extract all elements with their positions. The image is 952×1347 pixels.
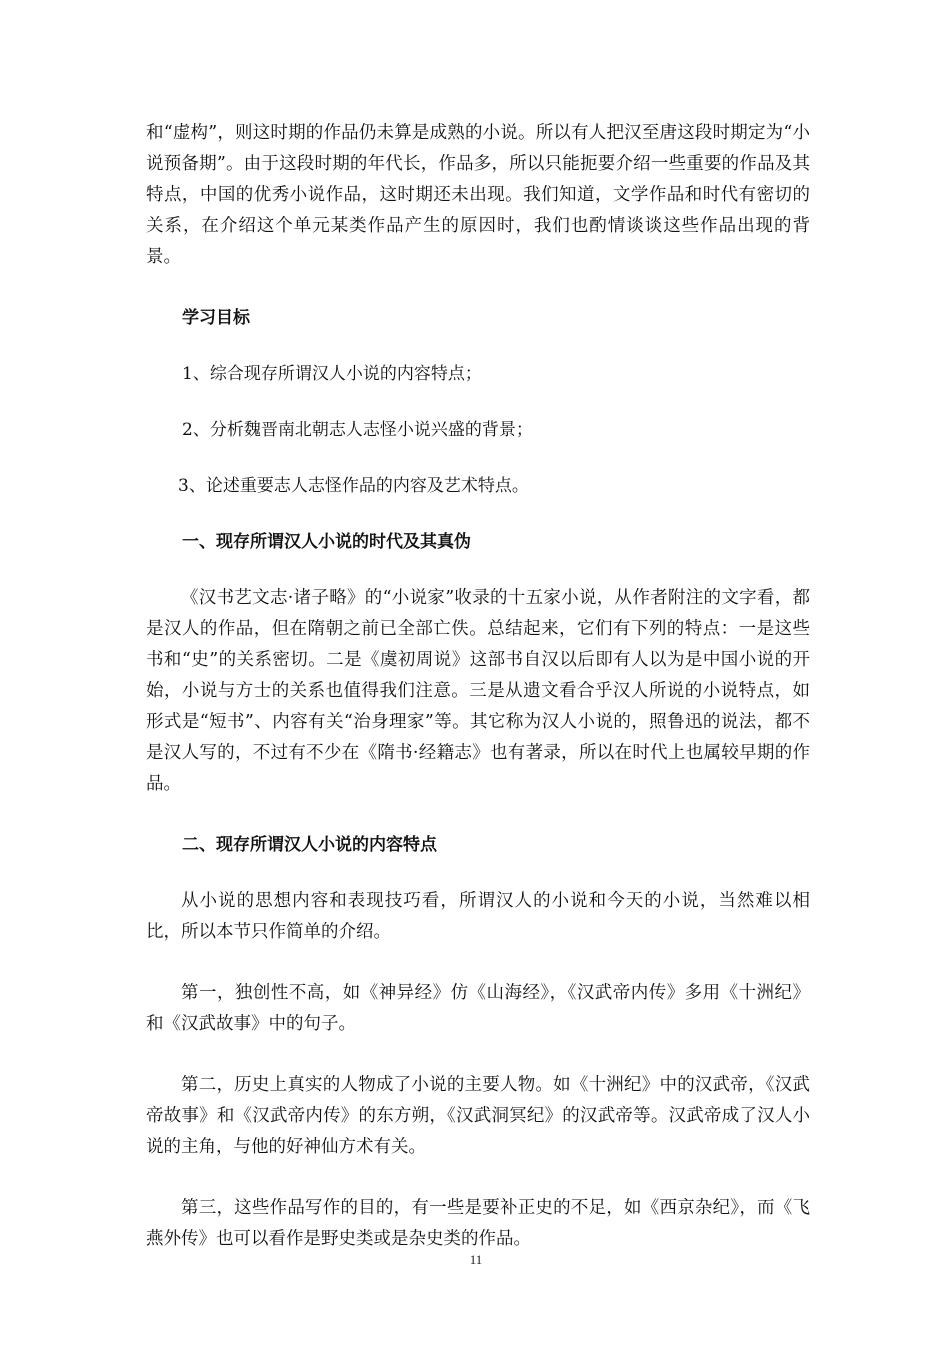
- section2-heading: 二、现存所谓汉人小说的内容特点: [182, 835, 437, 855]
- objective-item-1: 1、综合现存所谓汉人小说的内容特点；: [182, 364, 482, 384]
- section2-paragraph-4: 第三，这些作品写作的目的，有一些是要补正史的不足，如《西京杂纪》，而《飞燕外传》也可以看作是野史类或是杂史类的作品。: [146, 1198, 810, 1249]
- section2-paragraph-1: 从小说的思想内容和表现技巧看，所谓汉人的小说和今天的小说，当然难以相比，所以本节只作简单的介绍。: [146, 891, 810, 942]
- objective-item-3: 3、论述重要志人志怪作品的内容及艺术特点。: [178, 476, 529, 496]
- objective-item-2: 2、分析魏晋南北朝志人志怪小说兴盛的背景；: [182, 420, 533, 440]
- section1-heading: 一、现存所谓汉人小说的时代及其真伪: [182, 532, 471, 552]
- section2-paragraph-3: 第二，历史上真实的人物成了小说的主要人物。如《十洲纪》中的汉武帝，《汉武帝故事》和《汉武帝内传》的东方朔，《汉武洞冥纪》的汉武帝等。汉武帝成了汉人小说的主角，与他的好神仙方术有关。: [146, 1075, 810, 1157]
- objectives-heading: 学习目标: [182, 308, 250, 328]
- section2-paragraph-2: 第一，独创性不高，如《神异经》仿《山海经》，《汉武帝内传》多用《十洲纪》和《汉武故事》中的句子。: [146, 983, 810, 1034]
- section1-paragraph: 《汉书艺文志·诸子略》的“小说家”收录的十五家小说，从作者附注的文字看，都是汉人的作品，但在隋朝之前已全部亡佚。总结起来，它们有下列的特点：一是这些书和“史”的关系密切。二是《虞初周说》这部书自汉以后即有人以为是中国小说的开始，小说与方士的关系也值得我们注意。三是从遗文看合乎汉人所说的小说特点，如形式是“短书”、内容有关“治身理家”等。其它称为汉人小说的，照鲁迅的说法，都不是汉人写的，不过有不少在《隋书·经籍志》也有著录，所以在时代上也属较早期的作品。: [146, 588, 810, 794]
- page-content: [146, 118, 810, 1255]
- page-number: 11: [469, 1252, 483, 1267]
- intro-paragraph: 和“虚构”，则这时期的作品仍未算是成熟的小说。所以有人把汉至唐这段时期定为“小说预备期”。由于这段时期的年代长，作品多，所以只能扼要介绍一些重要的作品及其特点，中国的优秀小说作品，这时期还未出现。我们知道，文学作品和时代有密切的关系，在介绍这个单元某类作品产生的原因时，我们也酌情谈谈这些作品出现的背景。: [146, 123, 810, 267]
